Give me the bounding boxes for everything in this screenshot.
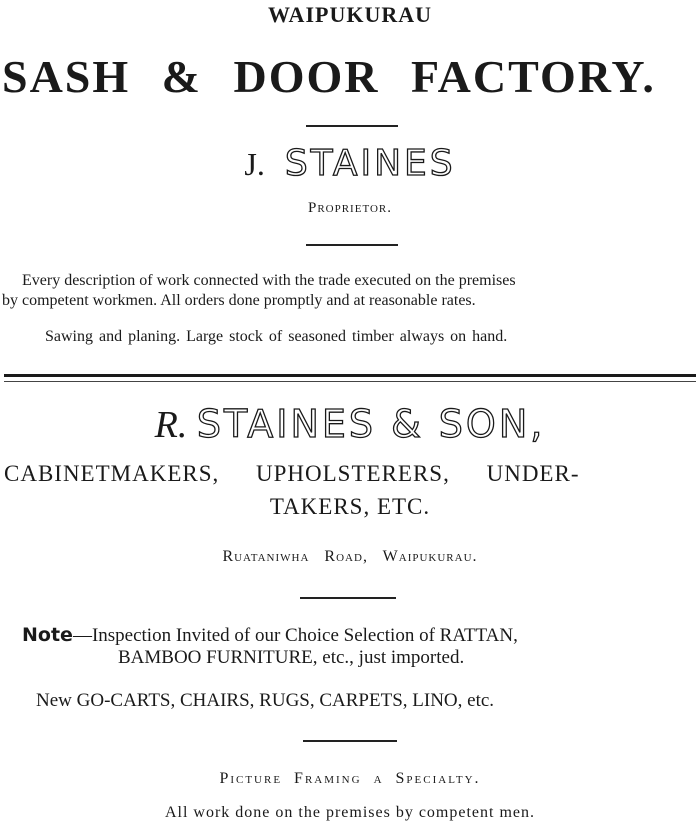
goods-line: New GO-CARTS, CHAIRS, RUGS, CARPETS, LINO, etc. xyxy=(36,690,495,711)
note-label: Note xyxy=(22,624,73,646)
divider-rule xyxy=(306,244,398,246)
trades-line: TAKERS, ETC. xyxy=(269,494,431,519)
note-line: BAMBOO FURNITURE, etc., just imported. xyxy=(118,647,465,668)
proprietor-name xyxy=(0,142,700,184)
proprietor-initial: J. xyxy=(244,146,265,182)
work-line: All work done on the premises by competent men. xyxy=(164,804,536,821)
factory-heading: SASH & DOOR FACTORY. xyxy=(2,51,656,102)
proprietor-surname: STAINES xyxy=(284,143,456,184)
firm-title: STAINES & SON, xyxy=(196,402,546,446)
section-divider-thick xyxy=(4,374,696,377)
specialty-line: Picture Framing a Specialty. xyxy=(219,770,481,787)
firm-address: Ruataniwha Road, Waipukurau. xyxy=(222,548,478,565)
divider-rule xyxy=(306,125,398,127)
note-text: —Inspection Invited of our Choice Selection of RATTAN, xyxy=(72,625,518,646)
firm-initial: R. xyxy=(154,404,188,446)
section-divider-thin xyxy=(4,381,696,382)
description-line: Every description of work connected with the trade executed on the premises xyxy=(22,272,516,289)
proprietor-title: Proprietor. xyxy=(307,200,392,216)
trades-line: CABINETMAKERS, UPHOLSTERERS, UNDER- xyxy=(4,461,580,486)
town-heading: WAIPUKURAU xyxy=(268,2,432,27)
divider-rule xyxy=(300,597,396,599)
note-line xyxy=(22,624,692,647)
firm-name xyxy=(0,402,700,447)
description-line: Sawing and planing. Large stock of seasoned timber always on hand. xyxy=(45,328,508,345)
description-line: by competent workmen. All orders done promptly and at reasonable rates. xyxy=(2,292,476,309)
divider-rule xyxy=(303,740,397,742)
